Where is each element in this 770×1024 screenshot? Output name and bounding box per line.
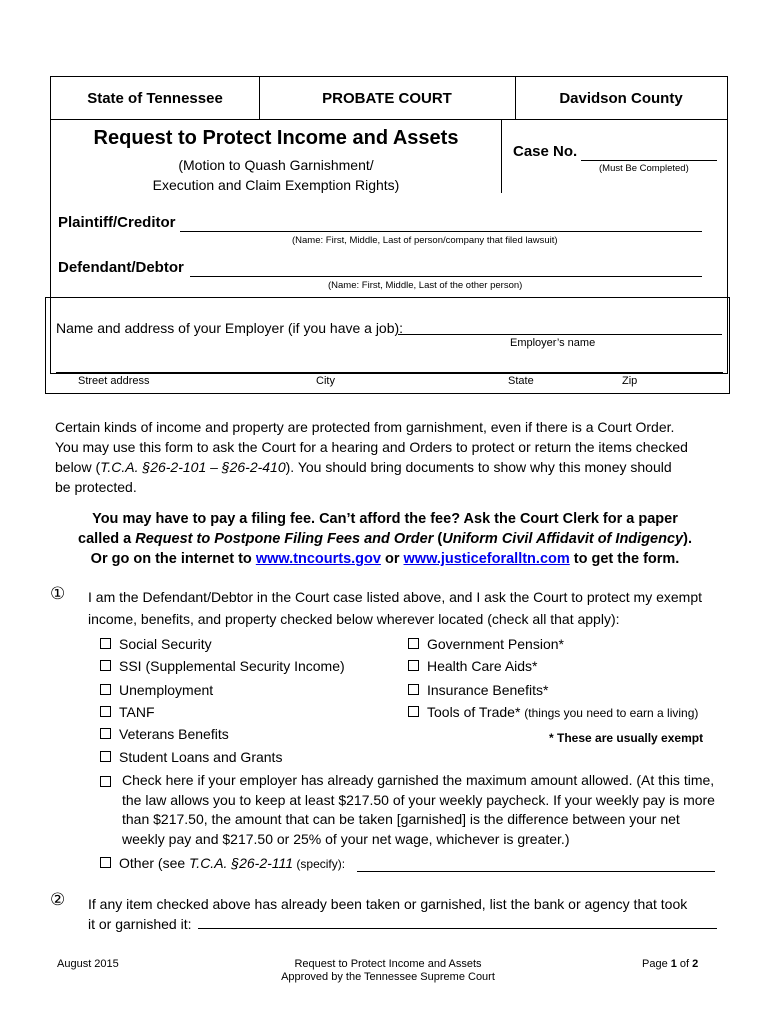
footer-title: Request to Protect Income and Assets bbox=[294, 958, 482, 970]
page-total: 2 bbox=[692, 958, 699, 970]
employer-name-hint: Employer’s name bbox=[510, 337, 596, 349]
defendant-label: Defendant/Debtor bbox=[58, 259, 184, 276]
checkbox[interactable] bbox=[408, 660, 419, 671]
garnish-line: weekly pay and $217.50 or 25% of your net wage, whichever is greater.) bbox=[122, 830, 570, 847]
checkbox-max-garnished[interactable] bbox=[100, 774, 119, 792]
checkbox[interactable] bbox=[100, 638, 111, 649]
employer-address-field[interactable] bbox=[56, 356, 723, 373]
court-cell: PROBATE COURT bbox=[259, 77, 516, 119]
checkbox-ssi[interactable] bbox=[100, 658, 345, 674]
checkbox-label: Unemployment bbox=[119, 682, 214, 698]
intro-line bbox=[55, 457, 725, 477]
exempt-note: * These are usually exempt bbox=[549, 731, 704, 745]
footer-page-number bbox=[642, 958, 698, 970]
section-1-line: I am the Defendant/Debtor in the Court case listed above, and I ask the Court to protect my exempt bbox=[88, 589, 702, 605]
intro-text: ). You should bring documents to show why this money should bbox=[285, 459, 672, 475]
form-subtitle-1: (Motion to Quash Garnishment/ bbox=[178, 157, 374, 173]
checkbox[interactable] bbox=[100, 776, 111, 787]
form-title: Request to Protect Income and Assets bbox=[93, 127, 459, 149]
checkbox[interactable] bbox=[100, 660, 111, 671]
footer-approval: Approved by the Tennessee Supreme Court bbox=[281, 971, 495, 983]
zip-hint: Zip bbox=[622, 375, 638, 387]
checkbox[interactable] bbox=[100, 751, 111, 762]
intro-citation: T.C.A. §26-2-101 – §26-2-410 bbox=[100, 459, 286, 475]
checkbox-unemployment[interactable] bbox=[100, 682, 213, 698]
intro-paragraph bbox=[55, 417, 725, 497]
fee-notice bbox=[30, 509, 740, 569]
bank-agency-field[interactable] bbox=[198, 912, 717, 929]
garnish-line: the law allows you to keep at least $217.50 of your weekly paycheck. If your weekly pay is more bbox=[122, 791, 715, 808]
checkbox[interactable] bbox=[100, 684, 111, 695]
checkbox-government-pension[interactable] bbox=[408, 636, 564, 652]
tools-note: (things you need to earn a living) bbox=[524, 706, 699, 720]
intro-line: be protected. bbox=[55, 479, 137, 495]
defendant-field[interactable] bbox=[190, 259, 702, 277]
section-2-line: If any item checked above has already been taken or garnished, list the bank or agency that took bbox=[88, 896, 688, 912]
checkbox-label: Tools of Trade* bbox=[427, 704, 521, 720]
plaintiff-hint: (Name: First, Middle, Last of person/company that filed lawsuit) bbox=[292, 235, 558, 246]
checkbox-veterans[interactable] bbox=[100, 726, 229, 742]
checkbox-label: Other (see bbox=[119, 855, 190, 871]
checkbox[interactable] bbox=[100, 728, 111, 739]
fee-text: ( bbox=[433, 531, 443, 547]
checkbox[interactable] bbox=[408, 638, 419, 649]
section-2-line: it or garnished it: bbox=[88, 916, 192, 932]
checkbox-label: (specify): bbox=[293, 857, 346, 871]
garnish-text bbox=[122, 771, 718, 849]
title-row bbox=[51, 119, 727, 275]
footer-date: August 2015 bbox=[57, 958, 119, 970]
checkbox-health-care-aids[interactable] bbox=[408, 658, 538, 674]
indigency-form-title: Uniform Civil Affidavit of Indigency bbox=[442, 531, 684, 547]
street-hint: Street address bbox=[78, 375, 150, 387]
footer-center bbox=[220, 958, 556, 984]
case-no-note: (Must Be Completed) bbox=[599, 163, 689, 174]
other-citation: T.C.A. §26-2-111 bbox=[189, 855, 294, 871]
other-specify-field[interactable] bbox=[357, 855, 715, 872]
checkbox-label: SSI (Supplemental Security Income) bbox=[119, 658, 345, 674]
employer-label: Name and address of your Employer (if you have a job): bbox=[56, 320, 404, 336]
checkbox[interactable] bbox=[408, 706, 419, 717]
checkbox-tools-of-trade[interactable] bbox=[408, 704, 698, 720]
fee-line bbox=[30, 529, 740, 549]
fee-text: called a bbox=[78, 531, 136, 547]
fee-text: ). bbox=[683, 531, 692, 547]
city-hint: City bbox=[316, 375, 335, 387]
fee-text: or bbox=[380, 551, 404, 567]
section-1-marker: ① bbox=[50, 584, 66, 603]
plaintiff-field[interactable] bbox=[180, 214, 702, 232]
page-text: Page bbox=[642, 958, 671, 970]
checkbox[interactable] bbox=[408, 684, 419, 695]
justiceforall-link[interactable]: www.justiceforalltn.com bbox=[403, 551, 570, 567]
fee-text: to get the form. bbox=[569, 551, 680, 567]
checkbox[interactable] bbox=[100, 706, 111, 717]
section-1-line: income, benefits, and property checked below wherever located (check all that apply): bbox=[88, 611, 620, 627]
intro-text: below ( bbox=[55, 459, 101, 475]
defendant-hint: (Name: First, Middle, Last of the other person) bbox=[328, 280, 523, 291]
fee-text: Or go on the internet to bbox=[90, 551, 256, 567]
header-row bbox=[51, 77, 727, 120]
case-no-label: Case No. bbox=[513, 143, 578, 160]
fee-line bbox=[30, 549, 740, 569]
title-cell bbox=[51, 119, 502, 193]
page-current: 1 bbox=[670, 958, 677, 970]
garnish-line: Check here if your employer has already garnished the maximum amount allowed. (At this time, bbox=[122, 772, 715, 788]
state-hint: State bbox=[508, 375, 534, 387]
fee-line: You may have to pay a filing fee. Can’t afford the fee? Ask the Court Clerk for a paper bbox=[92, 511, 678, 527]
intro-line: Certain kinds of income and property are protected from garnishment, even if there is a Court Order. bbox=[55, 419, 675, 435]
checkbox-label: Government Pension* bbox=[427, 636, 564, 652]
tncourts-link[interactable]: www.tncourts.gov bbox=[255, 551, 381, 567]
checkbox-student-loans[interactable] bbox=[100, 749, 282, 765]
case-no-field[interactable] bbox=[581, 142, 717, 161]
checkbox-label: TANF bbox=[119, 704, 155, 720]
checkbox-label: Insurance Benefits* bbox=[427, 682, 549, 698]
section-2-marker: ② bbox=[50, 890, 66, 909]
plaintiff-label: Plaintiff/Creditor bbox=[58, 214, 176, 231]
checkbox[interactable] bbox=[100, 857, 111, 868]
checkbox-tanf[interactable] bbox=[100, 704, 155, 720]
checkbox-label: Health Care Aids* bbox=[427, 658, 538, 674]
checkbox-label: Veterans Benefits bbox=[119, 726, 229, 742]
garnish-line: than $217.50, the amount that can be taken [garnished] is the difference between your net bbox=[122, 811, 680, 827]
postpone-form-title: Request to Postpone Filing Fees and Order bbox=[135, 531, 434, 547]
section-1-intro bbox=[88, 586, 728, 630]
checkbox-label: Social Security bbox=[119, 636, 212, 652]
county-cell: Davidson County bbox=[559, 89, 683, 107]
checkbox-social-security[interactable] bbox=[100, 636, 212, 652]
checkbox-insurance-benefits[interactable] bbox=[408, 682, 548, 698]
checkbox-other[interactable] bbox=[100, 855, 345, 871]
state-cell: State of Tennessee bbox=[51, 77, 260, 119]
page-text: of bbox=[676, 958, 693, 970]
employer-name-field[interactable] bbox=[398, 318, 722, 335]
checkbox-label: Student Loans and Grants bbox=[119, 749, 283, 765]
form-subtitle-2: Execution and Claim Exemption Rights) bbox=[152, 177, 400, 193]
intro-line: You may use this form to ask the Court for a hearing and Orders to protect or return the items checked bbox=[55, 439, 688, 455]
